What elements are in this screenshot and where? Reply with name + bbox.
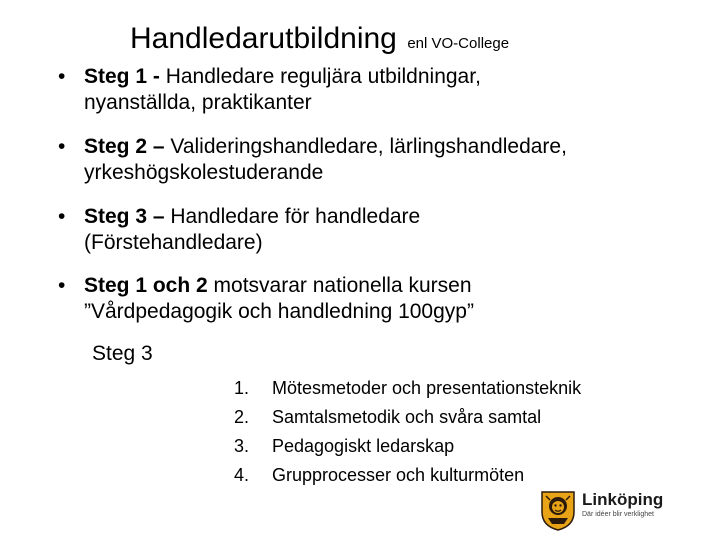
bullet-text: Valideringshandledare, lärlingshandledare, [164,135,567,158]
slide-title [130,22,509,56]
bullet-line2: (Förstehandledare) [84,231,263,254]
bullet-dot: • [58,274,66,297]
bullet-line2: yrkeshögskolestuderande [84,161,324,184]
list-item [234,461,581,490]
bullet-text: Handledare reguljära utbildningar, [159,65,481,88]
list-number: 4. [234,465,250,485]
list-item [234,432,581,461]
list-text: Grupprocesser och kulturmöten [272,465,525,485]
list-text: Pedagogiskt ledarskap [272,436,455,456]
step3-heading: Steg 3 [92,342,153,365]
list-number: 3. [234,436,250,456]
bullet-line2: ”Vårdpedagogik och handledning 100gyp” [84,300,474,323]
linkoping-logo [536,488,706,532]
bullet-bold: Steg 1 och 2 [84,274,208,297]
bullet-text: Handledare för handledare [164,205,421,228]
list-number: 2. [234,407,250,427]
bullet-dot: • [58,135,66,158]
bullet-bold: Steg 1 - [84,65,160,88]
title-main: Handledarutbildning [130,22,397,55]
list-number: 1. [234,378,250,398]
list-item [234,374,581,403]
logo-slogan: Där idéer blir verklighet [582,511,654,518]
lion-crest-icon [536,488,580,532]
bullet-dot: • [58,205,66,228]
bullet-text: motsvarar nationella kursen [207,274,472,297]
logo-name: Linköping [582,490,664,509]
bullet-line2: nyanställda, praktikanter [84,91,312,114]
list-text: Samtalsmetodik och svåra samtal [272,407,542,427]
list-item [234,403,581,432]
step3-list [234,374,581,490]
bullet-dot: • [58,65,66,88]
bullet-bold: Steg 2 – [84,135,165,158]
title-suffix: enl VO-College [407,35,510,52]
list-text: Mötesmetoder och presentationsteknik [272,378,582,398]
bullet-bold: Steg 3 – [84,205,165,228]
